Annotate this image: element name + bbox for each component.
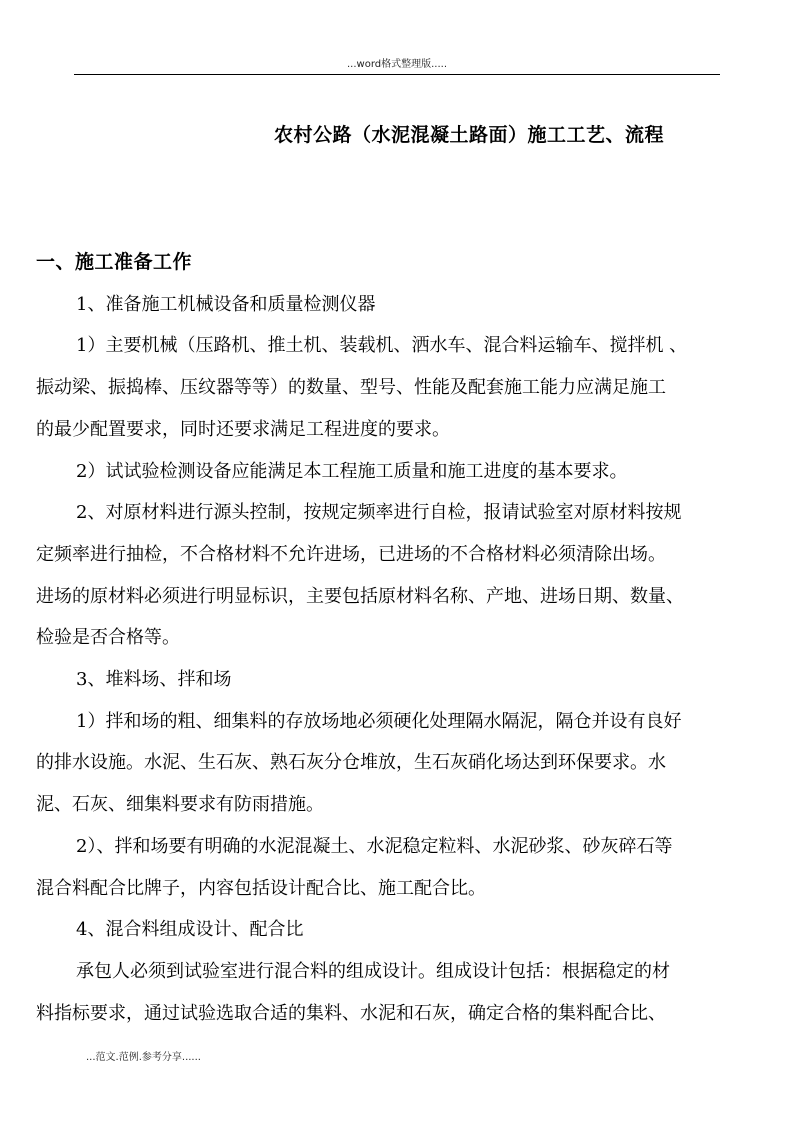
paragraph-line: 2）试试验检测设备应能满足本工程施工质量和施工进度的基本要求。 [76, 460, 628, 482]
paragraph-line: 泥、石灰、细集料要求有防雨措施。 [36, 794, 324, 816]
paragraph-line: 的最少配置要求，同时还要求满足工程进度的要求。 [36, 418, 450, 440]
paragraph-line: 的排水设施。水泥、生石灰、熟石灰分仓堆放，生石灰硝化场达到环保要求。水 [36, 752, 666, 774]
paragraph-line: 进场的原材料必须进行明显标识，主要包括原材料名称、产地、进场日期、数量、 [36, 585, 684, 607]
subsection-heading: 3、堆料场、拌和场 [76, 669, 232, 691]
paragraph-line: 料指标要求，通过试验选取合适的集料、水泥和石灰，确定合格的集料配合比、 [36, 1002, 666, 1024]
subsection-heading: 4、混合料组成设计、配合比 [76, 919, 304, 941]
paragraph-line: 定频率进行抽检，不合格材料不允许进场，已进场的不合格材料必须清除出场。 [36, 543, 666, 565]
document-title: 农村公路（水泥混凝土路面）施工工艺、流程 [274, 124, 665, 146]
header-rule [74, 74, 720, 75]
page-footer: ...范文.范例.参考分享...... [86, 1052, 201, 1063]
paragraph-line: 混合料配合比牌子，内容包括设计配合比、施工配合比。 [36, 877, 486, 899]
paragraph-line: 1）主要机械（压路机、推土机、装载机、洒水车、混合料运输车、搅拌机 、 [76, 335, 688, 357]
section-heading: 一、施工准备工作 [36, 251, 193, 273]
paragraph-line: 振动梁、振捣棒、压纹器等等）的数量、型号、性能及配套施工能力应满足施工 [36, 377, 666, 399]
paragraph-line: 承包人必须到试验室进行混合料的组成设计。组成设计包括：根据稳定的材 [76, 960, 670, 982]
paragraph-line: 1）拌和场的粗、细集料的存放场地必须硬化处理隔水隔泥，隔仓并设有良好 [76, 710, 682, 732]
page-header: ...word格式整理版..... [346, 59, 447, 70]
paragraph-line: 2、对原材料进行源头控制，按规定频率进行自检，报请试验室对原材料按规 [76, 502, 682, 524]
document-body [36, 242, 792, 1034]
subsection-heading: 1、准备施工机械设备和质量检测仪器 [76, 293, 376, 315]
paragraph-line: 检验是否合格等。 [36, 627, 180, 649]
paragraph-line: 2）、拌和场要有明确的水泥混凝土、水泥稳定粒料、水泥砂浆、砂灰碎石等 [76, 835, 673, 857]
